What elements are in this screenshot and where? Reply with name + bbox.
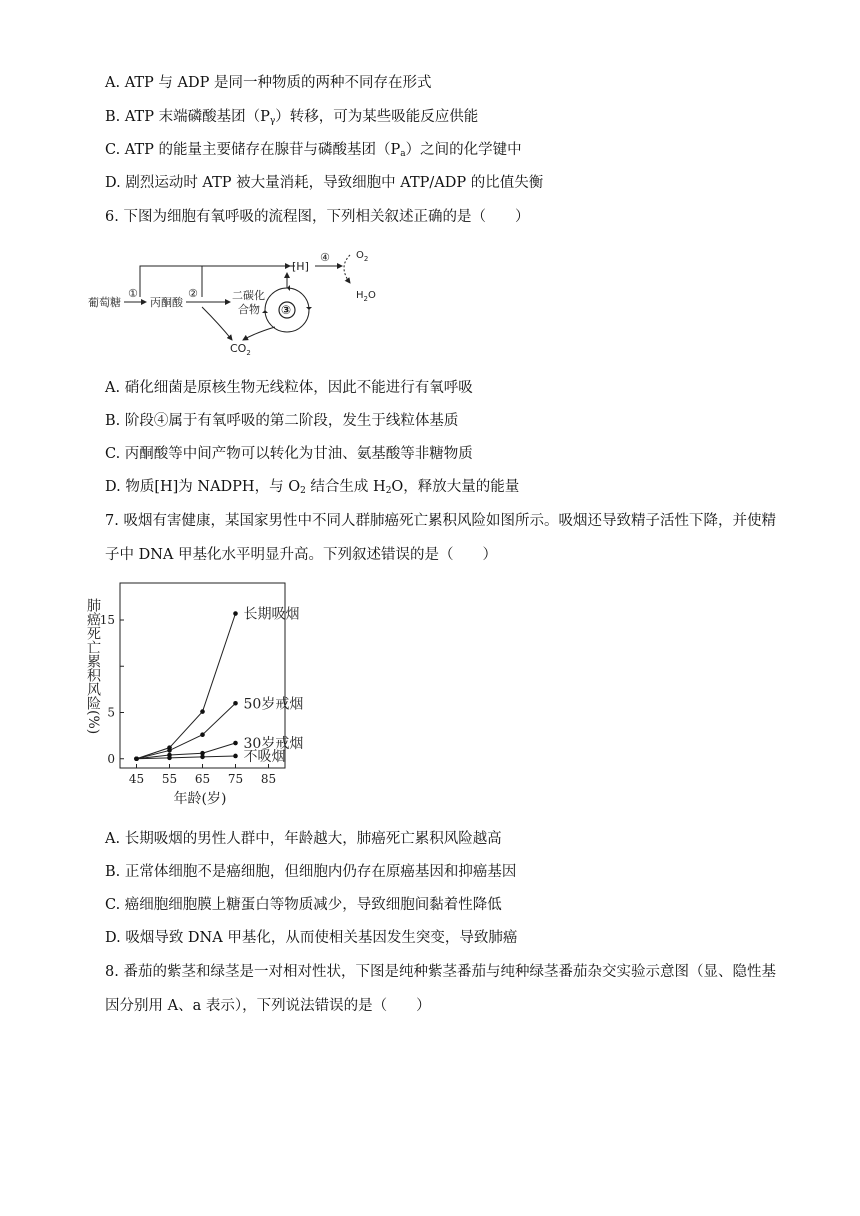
glucose-label: 葡萄糖	[88, 296, 121, 309]
text-line	[105, 477, 519, 501]
text-span: A. 长期吸烟的男性人群中，年龄越大，肺癌死亡累积风险越高	[105, 831, 502, 847]
text-line	[105, 895, 502, 915]
x-axis-title: 年龄(岁)	[173, 791, 227, 807]
text-span: ）转移，可为某些吸能反应供能	[275, 109, 479, 125]
text-line	[105, 511, 776, 531]
pyruvate-label: 丙酮酸	[150, 296, 183, 309]
y-tick-label: 5	[107, 705, 115, 720]
text-span: 7. 吸烟有害健康，某国家男性中不同人群肺癌死亡累积风险如图所示。吸烟还导致精子活性下降，并使精	[105, 513, 776, 529]
text-line	[105, 444, 473, 464]
text-span: D. 吸烟导致 DNA 甲基化，从而使相关基因发生突变，导致肺癌	[105, 930, 518, 946]
text-span: A. 硝化细菌是原核生物无线粒体，因此不能进行有氧呼吸	[105, 380, 473, 396]
subscript: a	[400, 149, 406, 159]
text-line	[105, 107, 478, 131]
text-span: O，释放大量的能量	[391, 479, 520, 495]
text-span: B. ATP 末端磷酸基团（P	[105, 109, 270, 125]
data-point	[233, 611, 238, 616]
text-span: A. ATP 与 ADP 是同一种物质的两种不同存在形式	[105, 75, 432, 91]
x-tick-label: 45	[128, 772, 145, 786]
text-span: 6. 下图为细胞有氧呼吸的流程图，下列相关叙述正确的是（ ）	[105, 209, 530, 225]
data-point	[134, 756, 139, 761]
subscript: γ	[269, 116, 276, 126]
text-line	[105, 140, 522, 164]
step3-label: ③	[281, 303, 292, 317]
o2-label: $O_2$	[356, 250, 369, 263]
series-label: 不吸烟	[243, 748, 286, 765]
x-tick-label: 55	[161, 772, 178, 786]
text-line	[105, 928, 517, 948]
step4-label: ④	[320, 251, 330, 264]
text-span: C. 癌细胞细胞膜上糖蛋白等物质减少，导致细胞间黏着性降低	[105, 897, 502, 913]
text-span: B. 阶段④属于有氧呼吸的第二阶段，发生于线粒体基质	[105, 413, 459, 429]
y-axis-title: 肺癌死亡累积风险(%)	[85, 598, 101, 735]
lung-cancer-risk-chart	[80, 578, 304, 813]
data-point	[233, 754, 238, 759]
data-point	[200, 755, 205, 760]
data-point	[167, 748, 172, 753]
text-line	[105, 545, 497, 565]
data-point	[233, 701, 238, 706]
text-line	[105, 207, 529, 227]
subscript: 2	[385, 486, 392, 496]
c2-compound-label-1: 二碳化	[232, 289, 265, 302]
text-span: C. 丙酮酸等中间产物可以转化为甘油、氨基酸等非糖物质	[105, 446, 473, 462]
text-span: 8. 番茄的紫茎和绿茎是一对相对性状，下图是纯种紫茎番茄与纯种绿茎番茄杂交实验示意图（显、隐性基	[105, 964, 776, 980]
text-span: 结合生成 H	[305, 479, 386, 495]
y-tick-label: 15	[99, 613, 115, 627]
co2-label: $CO_2$	[230, 342, 251, 357]
text-span: D. 剧烈运动时 ATP 被大量消耗，导致细胞中 ATP/ADP 的比值失衡	[105, 175, 544, 191]
text-span: 因分别用 A、a 表示），下列说法错误的是（ ）	[105, 998, 431, 1014]
series-label: 30岁戒烟	[243, 736, 304, 753]
text-span: C. ATP 的能量主要储存在腺苷与磷酸基团（P	[105, 142, 401, 158]
text-line	[105, 411, 458, 431]
step2-label: ②	[188, 287, 198, 300]
data-point	[200, 709, 205, 714]
text-span: ）之间的化学键中	[405, 142, 522, 158]
text-span: B. 正常体细胞不是癌细胞，但细胞内仍存在原癌基因和抑癌基因	[105, 864, 517, 880]
series-label: 50岁戒烟	[243, 696, 304, 713]
text-line	[105, 378, 473, 398]
data-point	[167, 756, 172, 761]
data-point	[200, 732, 205, 737]
text-line	[105, 962, 776, 982]
x-tick-label: 75	[227, 772, 244, 786]
text-line	[105, 173, 543, 193]
text-line	[105, 862, 516, 882]
h2o-label: $H_2O$	[356, 290, 376, 303]
data-point	[233, 741, 238, 746]
series-line	[137, 614, 236, 759]
respiration-flow-diagram	[80, 245, 400, 360]
text-line	[105, 829, 502, 849]
text-span: 子中 DNA 甲基化水平明显升高。下列叙述错误的是（ ）	[105, 547, 498, 563]
text-line	[105, 73, 431, 93]
x-tick-label: 65	[194, 772, 211, 786]
step1-label: ①	[128, 287, 138, 300]
x-tick-label: 85	[260, 772, 277, 786]
subscript: 2	[300, 486, 306, 496]
series-line	[137, 703, 236, 759]
hydrogen-label: [H]	[292, 260, 309, 273]
series-label: 长期吸烟	[243, 606, 300, 623]
text-span: D. 物质[H]为 NADPH，与 O	[105, 479, 301, 495]
y-tick-label: 0	[107, 751, 115, 766]
c2-compound-label-2: 合物	[238, 303, 260, 316]
text-line	[105, 996, 431, 1016]
